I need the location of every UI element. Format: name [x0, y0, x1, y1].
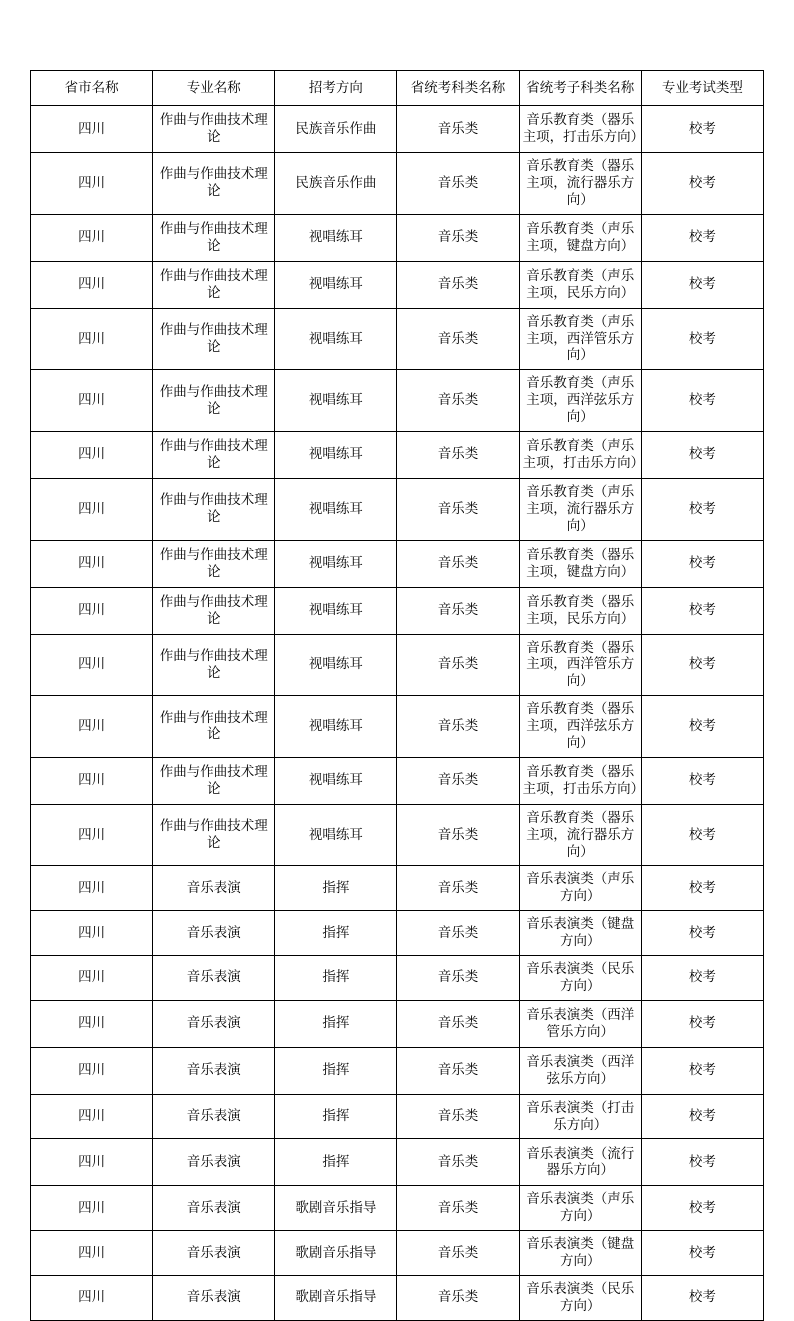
cell-subcategory: 音乐表演类（民乐方向）	[519, 955, 641, 1000]
cell-province: 四川	[31, 1231, 153, 1276]
cell-major: 音乐表演	[153, 1047, 275, 1094]
cell-province: 四川	[31, 587, 153, 634]
table-header	[31, 71, 764, 106]
column-header-category: 省统考科类名称	[397, 71, 519, 106]
cell-exam-type: 校考	[641, 153, 763, 215]
cell-category: 音乐类	[397, 431, 519, 478]
cell-direction: 视唱练耳	[275, 757, 397, 804]
cell-province: 四川	[31, 911, 153, 956]
cell-major: 作曲与作曲技术理论	[153, 106, 275, 153]
cell-subcategory: 音乐表演类（键盘方向）	[519, 1231, 641, 1276]
table-row	[31, 587, 764, 634]
cell-direction: 歌剧音乐指导	[275, 1186, 397, 1231]
cell-province: 四川	[31, 696, 153, 758]
table-row	[31, 757, 764, 804]
cell-category: 音乐类	[397, 911, 519, 956]
cell-exam-type: 校考	[641, 1047, 763, 1094]
cell-exam-type: 校考	[641, 911, 763, 956]
cell-category: 音乐类	[397, 1094, 519, 1139]
cell-exam-type: 校考	[641, 757, 763, 804]
cell-category: 音乐类	[397, 153, 519, 215]
table-row	[31, 478, 764, 540]
cell-subcategory: 音乐教育类（声乐主项，民乐方向）	[519, 261, 641, 308]
cell-subcategory: 音乐教育类（器乐主项，键盘方向）	[519, 540, 641, 587]
cell-province: 四川	[31, 431, 153, 478]
cell-exam-type: 校考	[641, 1186, 763, 1231]
cell-direction: 视唱练耳	[275, 540, 397, 587]
cell-exam-type: 校考	[641, 1231, 763, 1276]
cell-province: 四川	[31, 1000, 153, 1047]
table-row	[31, 540, 764, 587]
cell-category: 音乐类	[397, 261, 519, 308]
cell-subcategory: 音乐教育类（器乐主项，流行器乐方向）	[519, 153, 641, 215]
cell-province: 四川	[31, 153, 153, 215]
table-row	[31, 634, 764, 696]
cell-subcategory: 音乐表演类（西洋管乐方向）	[519, 1000, 641, 1047]
cell-exam-type: 校考	[641, 478, 763, 540]
cell-direction: 歌剧音乐指导	[275, 1275, 397, 1320]
cell-direction: 视唱练耳	[275, 431, 397, 478]
cell-category: 音乐类	[397, 478, 519, 540]
cell-subcategory: 音乐教育类（声乐主项，键盘方向）	[519, 214, 641, 261]
cell-direction: 视唱练耳	[275, 634, 397, 696]
cell-subcategory: 音乐教育类（器乐主项，民乐方向）	[519, 587, 641, 634]
cell-major: 作曲与作曲技术理论	[153, 478, 275, 540]
cell-category: 音乐类	[397, 308, 519, 370]
cell-major: 作曲与作曲技术理论	[153, 804, 275, 866]
cell-province: 四川	[31, 1139, 153, 1186]
cell-category: 音乐类	[397, 696, 519, 758]
cell-category: 音乐类	[397, 1275, 519, 1320]
cell-subcategory: 音乐表演类（声乐方向）	[519, 866, 641, 911]
cell-category: 音乐类	[397, 1139, 519, 1186]
cell-province: 四川	[31, 955, 153, 1000]
cell-province: 四川	[31, 370, 153, 432]
table-row	[31, 431, 764, 478]
column-header-exam-type: 专业考试类型	[641, 71, 763, 106]
cell-category: 音乐类	[397, 757, 519, 804]
cell-subcategory: 音乐教育类（器乐主项，流行器乐方向）	[519, 804, 641, 866]
cell-major: 音乐表演	[153, 866, 275, 911]
cell-subcategory: 音乐表演类（西洋弦乐方向）	[519, 1047, 641, 1094]
cell-direction: 视唱练耳	[275, 308, 397, 370]
table-row	[31, 153, 764, 215]
column-header-subcategory: 省统考子科类名称	[519, 71, 641, 106]
cell-direction: 民族音乐作曲	[275, 106, 397, 153]
cell-exam-type: 校考	[641, 955, 763, 1000]
table-body	[31, 106, 764, 1321]
cell-subcategory: 音乐教育类（声乐主项，西洋管乐方向）	[519, 308, 641, 370]
cell-category: 音乐类	[397, 540, 519, 587]
cell-major: 作曲与作曲技术理论	[153, 261, 275, 308]
cell-subcategory: 音乐教育类（器乐主项，打击乐方向）	[519, 106, 641, 153]
cell-major: 音乐表演	[153, 955, 275, 1000]
cell-exam-type: 校考	[641, 106, 763, 153]
cell-major: 作曲与作曲技术理论	[153, 431, 275, 478]
table-row	[31, 106, 764, 153]
table-row	[31, 911, 764, 956]
majors-table	[30, 70, 764, 1321]
cell-direction: 指挥	[275, 1094, 397, 1139]
cell-major: 作曲与作曲技术理论	[153, 696, 275, 758]
cell-province: 四川	[31, 1047, 153, 1094]
cell-category: 音乐类	[397, 214, 519, 261]
cell-major: 作曲与作曲技术理论	[153, 214, 275, 261]
cell-direction: 指挥	[275, 1139, 397, 1186]
cell-category: 音乐类	[397, 1000, 519, 1047]
table-row	[31, 370, 764, 432]
table-row	[31, 866, 764, 911]
cell-major: 音乐表演	[153, 1186, 275, 1231]
cell-category: 音乐类	[397, 587, 519, 634]
cell-province: 四川	[31, 214, 153, 261]
table-row	[31, 1000, 764, 1047]
cell-exam-type: 校考	[641, 308, 763, 370]
cell-major: 音乐表演	[153, 911, 275, 956]
cell-subcategory: 音乐教育类（器乐主项，西洋弦乐方向）	[519, 696, 641, 758]
cell-category: 音乐类	[397, 804, 519, 866]
cell-category: 音乐类	[397, 1231, 519, 1276]
cell-exam-type: 校考	[641, 587, 763, 634]
table-row	[31, 1186, 764, 1231]
cell-direction: 指挥	[275, 1000, 397, 1047]
cell-direction: 视唱练耳	[275, 696, 397, 758]
cell-exam-type: 校考	[641, 214, 763, 261]
cell-category: 音乐类	[397, 955, 519, 1000]
cell-province: 四川	[31, 804, 153, 866]
cell-province: 四川	[31, 757, 153, 804]
cell-province: 四川	[31, 1186, 153, 1231]
table-row	[31, 1094, 764, 1139]
cell-direction: 视唱练耳	[275, 261, 397, 308]
table-header-row	[31, 71, 764, 106]
cell-province: 四川	[31, 1094, 153, 1139]
cell-direction: 视唱练耳	[275, 587, 397, 634]
cell-exam-type: 校考	[641, 1000, 763, 1047]
cell-exam-type: 校考	[641, 1139, 763, 1186]
cell-province: 四川	[31, 106, 153, 153]
table-row	[31, 955, 764, 1000]
cell-subcategory: 音乐教育类（器乐主项，打击乐方向）	[519, 757, 641, 804]
cell-direction: 歌剧音乐指导	[275, 1231, 397, 1276]
cell-direction: 视唱练耳	[275, 478, 397, 540]
table-row	[31, 1047, 764, 1094]
cell-exam-type: 校考	[641, 1275, 763, 1320]
table-row	[31, 804, 764, 866]
cell-major: 音乐表演	[153, 1094, 275, 1139]
cell-subcategory: 音乐表演类（声乐方向）	[519, 1186, 641, 1231]
cell-subcategory: 音乐教育类（器乐主项，西洋管乐方向）	[519, 634, 641, 696]
cell-major: 作曲与作曲技术理论	[153, 587, 275, 634]
cell-subcategory: 音乐表演类（打击乐方向）	[519, 1094, 641, 1139]
cell-province: 四川	[31, 866, 153, 911]
table-row	[31, 696, 764, 758]
column-header-major: 专业名称	[153, 71, 275, 106]
cell-category: 音乐类	[397, 634, 519, 696]
cell-direction: 指挥	[275, 955, 397, 1000]
table-row	[31, 261, 764, 308]
table-row	[31, 214, 764, 261]
cell-exam-type: 校考	[641, 866, 763, 911]
cell-province: 四川	[31, 478, 153, 540]
cell-major: 音乐表演	[153, 1139, 275, 1186]
cell-subcategory: 音乐教育类（声乐主项，打击乐方向）	[519, 431, 641, 478]
table-row	[31, 1275, 764, 1320]
cell-subcategory: 音乐表演类（流行器乐方向）	[519, 1139, 641, 1186]
cell-direction: 指挥	[275, 866, 397, 911]
cell-direction: 指挥	[275, 911, 397, 956]
cell-major: 作曲与作曲技术理论	[153, 370, 275, 432]
cell-major: 作曲与作曲技术理论	[153, 634, 275, 696]
table-row	[31, 1139, 764, 1186]
cell-major: 作曲与作曲技术理论	[153, 757, 275, 804]
cell-province: 四川	[31, 308, 153, 370]
cell-major: 作曲与作曲技术理论	[153, 540, 275, 587]
cell-subcategory: 音乐教育类（声乐主项，流行器乐方向）	[519, 478, 641, 540]
cell-category: 音乐类	[397, 1186, 519, 1231]
cell-exam-type: 校考	[641, 261, 763, 308]
cell-major: 音乐表演	[153, 1231, 275, 1276]
cell-category: 音乐类	[397, 370, 519, 432]
cell-province: 四川	[31, 261, 153, 308]
cell-major: 音乐表演	[153, 1275, 275, 1320]
cell-exam-type: 校考	[641, 634, 763, 696]
cell-category: 音乐类	[397, 106, 519, 153]
cell-province: 四川	[31, 634, 153, 696]
column-header-direction: 招考方向	[275, 71, 397, 106]
cell-major: 音乐表演	[153, 1000, 275, 1047]
cell-direction: 视唱练耳	[275, 214, 397, 261]
cell-exam-type: 校考	[641, 540, 763, 587]
cell-exam-type: 校考	[641, 804, 763, 866]
cell-major: 作曲与作曲技术理论	[153, 153, 275, 215]
cell-major: 作曲与作曲技术理论	[153, 308, 275, 370]
cell-exam-type: 校考	[641, 431, 763, 478]
table-row	[31, 308, 764, 370]
cell-category: 音乐类	[397, 866, 519, 911]
cell-category: 音乐类	[397, 1047, 519, 1094]
cell-subcategory: 音乐表演类（民乐方向）	[519, 1275, 641, 1320]
column-header-province: 省市名称	[31, 71, 153, 106]
cell-direction: 民族音乐作曲	[275, 153, 397, 215]
cell-exam-type: 校考	[641, 1094, 763, 1139]
cell-direction: 视唱练耳	[275, 804, 397, 866]
cell-subcategory: 音乐表演类（键盘方向）	[519, 911, 641, 956]
cell-subcategory: 音乐教育类（声乐主项，西洋弦乐方向）	[519, 370, 641, 432]
table-row	[31, 1231, 764, 1276]
cell-exam-type: 校考	[641, 370, 763, 432]
cell-direction: 指挥	[275, 1047, 397, 1094]
cell-direction: 视唱练耳	[275, 370, 397, 432]
cell-exam-type: 校考	[641, 696, 763, 758]
cell-province: 四川	[31, 540, 153, 587]
cell-province: 四川	[31, 1275, 153, 1320]
